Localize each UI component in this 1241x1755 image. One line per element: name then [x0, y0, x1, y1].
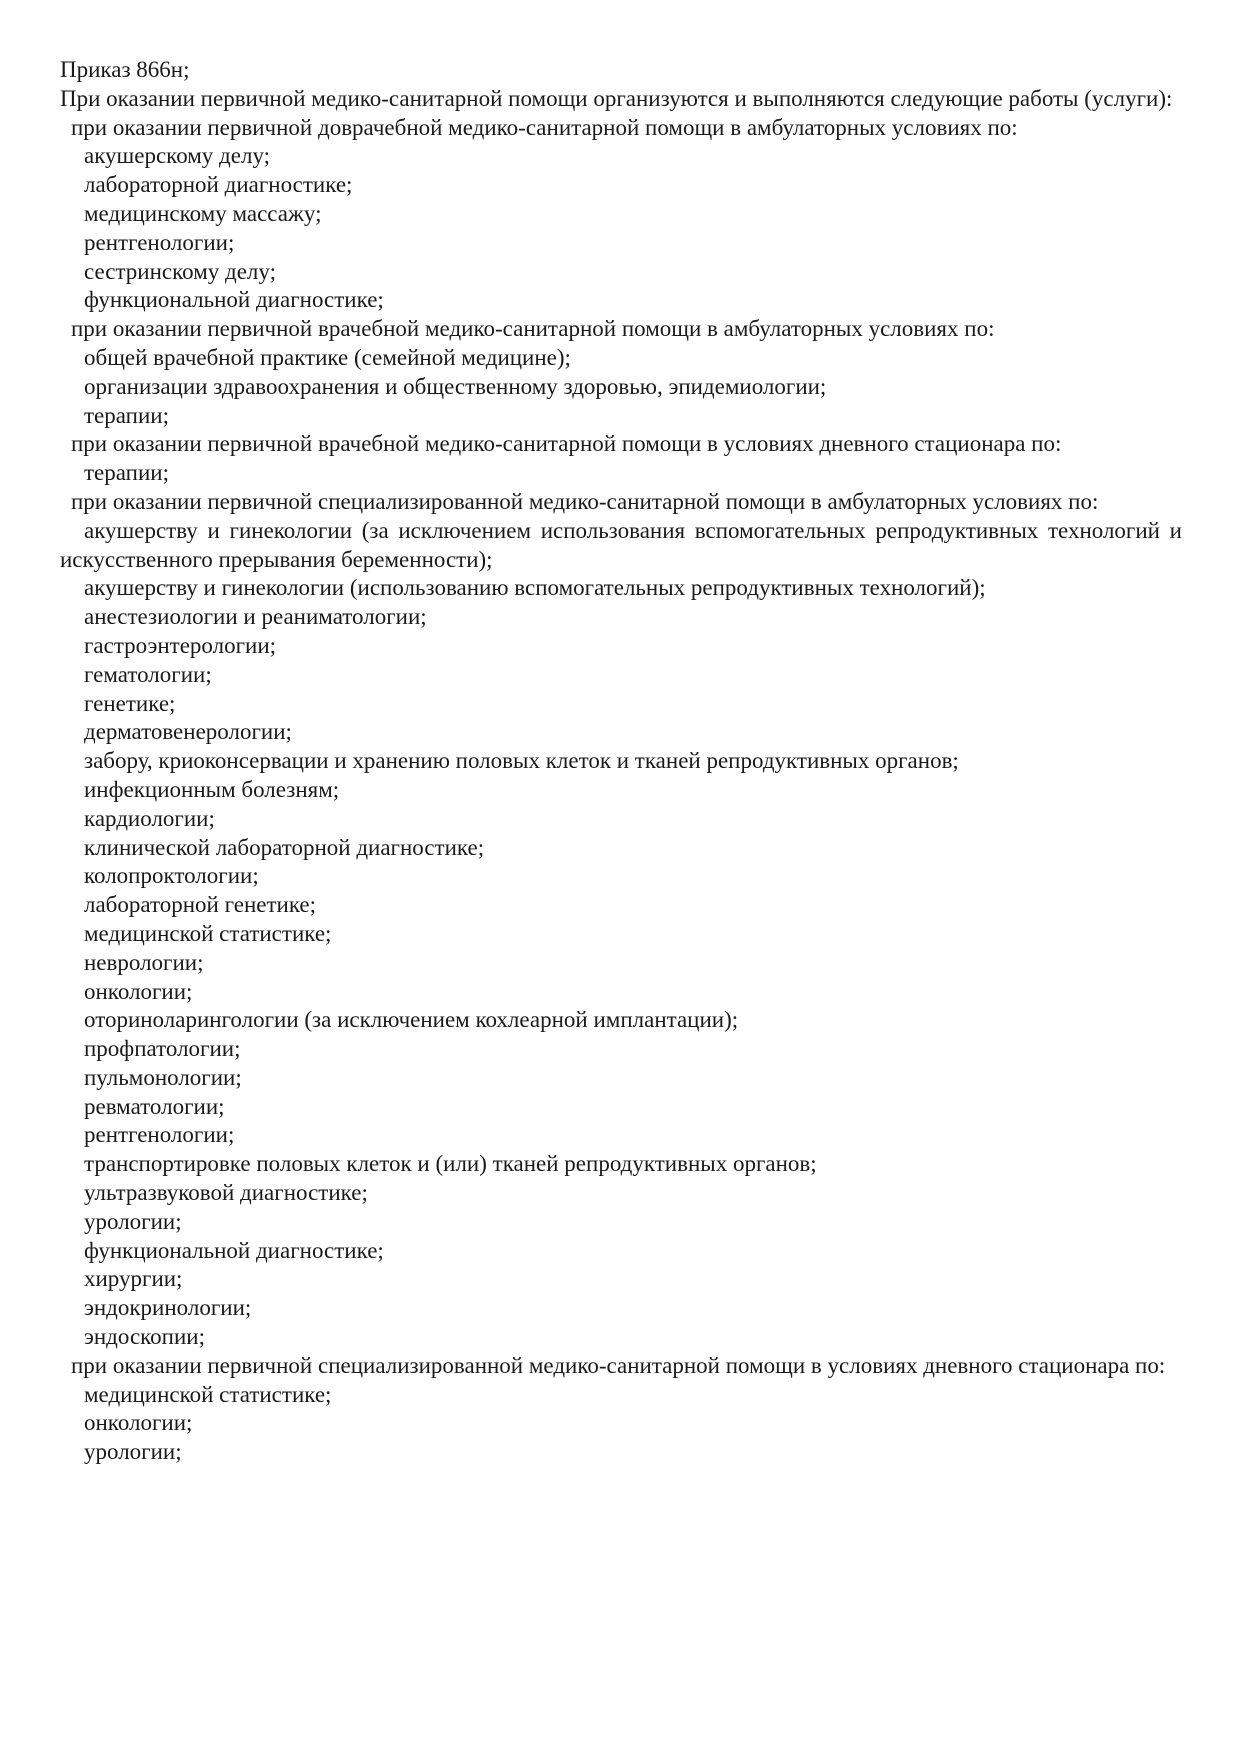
list-item: функциональной диагностике;: [84, 1237, 384, 1263]
list-item: ревматологии;: [84, 1093, 225, 1119]
section-heading: при оказании первичной врачебной медико-санитарной помощи в условиях дневного стационара по:: [71, 431, 1062, 457]
list-item: терапии;: [84, 460, 169, 486]
list-item: лабораторной генетике;: [84, 892, 317, 918]
list-item: ультразвуковой диагностике;: [84, 1180, 368, 1206]
list-item: профпатологии;: [84, 1036, 241, 1062]
list-item: транспортировке половых клеток и (или) тканей репродуктивных органов;: [84, 1151, 817, 1177]
list-item: гематологии;: [84, 661, 212, 687]
list-item: хирургии;: [84, 1266, 183, 1292]
list-item: медицинской статистике;: [84, 920, 332, 946]
section-heading: при оказании первичной специализированной медико-санитарной помощи в амбулаторных условиях по:: [71, 488, 1099, 514]
list-item: функциональной диагностике;: [84, 287, 384, 313]
list-item: общей врачебной практике (семейной медицине);: [84, 344, 571, 370]
list-item: кардиологии;: [84, 805, 215, 831]
section-heading: при оказании первичной врачебной медико-санитарной помощи в амбулаторных условиях по:: [71, 316, 995, 342]
intro-paragraph: При оказании первичной медико-санитарной помощи организуются и выполняются следующие работы (услуги):: [60, 85, 1173, 111]
list-item: эндоскопии;: [84, 1324, 205, 1350]
list-item: генетике;: [84, 690, 176, 716]
section-heading: при оказании первичной специализированной медико-санитарной помощи в условиях дневного стационара по:: [71, 1352, 1166, 1378]
list-item: терапии;: [84, 402, 169, 428]
list-item: онкологии;: [84, 1410, 193, 1436]
list-item: лабораторной диагностике;: [84, 172, 353, 198]
list-item: акушерству и гинекологии (использованию вспомогательных репродуктивных технологий);: [84, 575, 986, 601]
list-item: клинической лабораторной диагностике;: [84, 834, 485, 860]
document-page: [60, 56, 1182, 1467]
list-item: забору, криоконсервации и хранению половых клеток и тканей репродуктивных органов;: [84, 748, 959, 774]
list-item: медицинскому массажу;: [84, 200, 322, 226]
list-item: медицинской статистике;: [84, 1381, 332, 1407]
list-item: анестезиологии и реаниматологии;: [84, 604, 427, 630]
list-item: рентгенологии;: [84, 229, 235, 255]
list-item: организации здравоохранения и общественному здоровью, эпидемиологии;: [84, 373, 827, 399]
list-item: оториноларингологии (за исключением кохлеарной имплантации);: [84, 1007, 739, 1033]
list-item: рентгенологии;: [84, 1122, 235, 1148]
list-item: акушерству и гинекологии (за исключением использования вспомогательных репродуктивных технологий и искусственного прерывания беременности);: [60, 517, 1182, 572]
list-item: неврологии;: [84, 949, 204, 975]
section-heading: при оказании первичной доврачебной медико-санитарной помощи в амбулаторных условиях по:: [71, 114, 1018, 140]
list-item: сестринскому делу;: [84, 258, 276, 284]
list-item: пульмонологии;: [84, 1064, 242, 1090]
list-item: эндокринологии;: [84, 1295, 252, 1321]
list-item: инфекционным болезням;: [84, 776, 340, 802]
order-header: Приказ 866н;: [60, 57, 190, 82]
list-item: урологии;: [84, 1208, 182, 1234]
list-item: колопроктологии;: [84, 863, 259, 889]
list-item: акушерскому делу;: [84, 143, 271, 169]
list-item: онкологии;: [84, 978, 193, 1004]
list-item: гастроэнтерологии;: [84, 632, 277, 658]
list-item: урологии;: [84, 1439, 182, 1465]
list-item: дерматовенерологии;: [84, 719, 292, 745]
